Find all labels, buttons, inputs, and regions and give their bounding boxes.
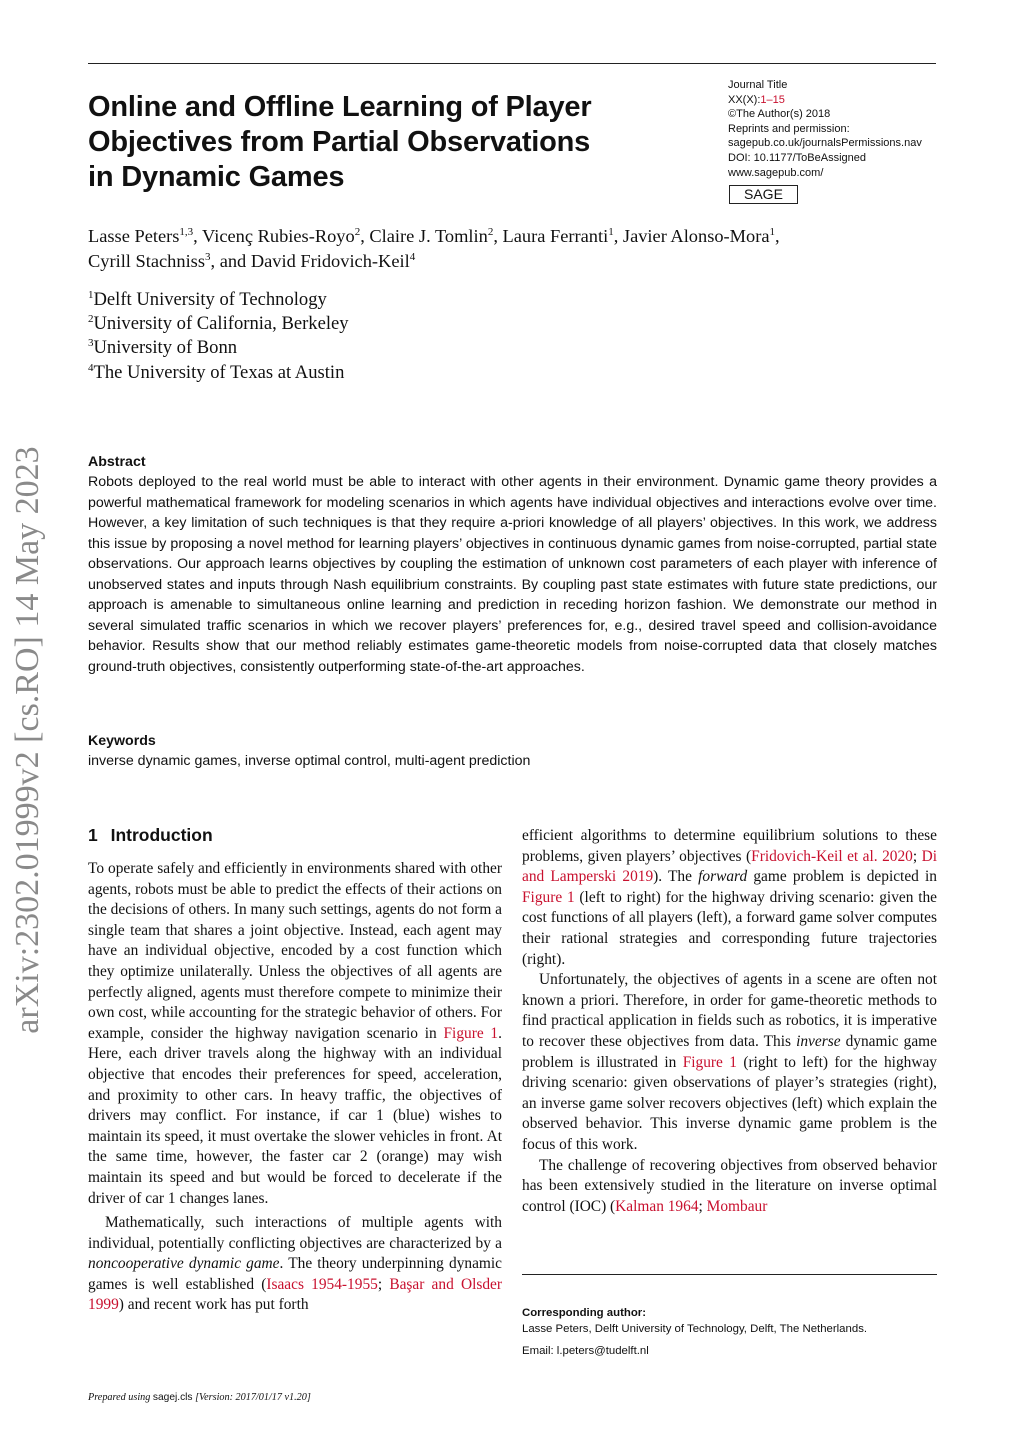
body-text: To operate safely and efficiently in environments shared with other agents, robots must be able to predict the effects of their actions on the decisions of others. In many such settings, agents do not form a single team that shares a joint objective. Instead, each agent may have an individual objective, encoded by a cost function which they optimize unilaterally. Unless the objectives of all agents are perfectly aligned, agents must therefore compete to minimize their own cost, while accounting for the strategic behavior of others. For example, consider the highway navigation scenario in [88,860,502,1042]
top-rule [88,63,936,64]
author-name: Laura Ferranti [502,226,609,246]
page-footer [88,1392,311,1403]
title-line-1: Online and Offline Learning of Player [88,91,592,123]
author-name: Claire J. Tomlin [369,226,488,246]
author-name: Vicenç Rubies-Royo [202,226,355,246]
journal-volume: XX(X):1–15 [728,93,785,106]
affiliation-number: 2 [88,313,94,326]
author-separator: , [613,226,623,246]
citation-link[interactable]: Mombaur [706,1197,768,1215]
author-name: Javier Alonso-Mora [622,226,770,246]
sage-logo: SAGE [729,185,798,204]
section-title: Introduction [110,825,213,845]
body-text: ; [377,1275,390,1293]
keywords-block [88,731,937,771]
section-number: 1 [88,825,98,845]
citation-link[interactable]: Başar and Olsder 1999 [88,1275,502,1314]
body-text: (right to left) for the highway driving scenario: given observations of player’s strategies (right), an inverse game solver recovers objectives (left) which explain the observed behavior. This inverse dynamic game problem is the focus of this work. [522,1053,937,1153]
body-text: game problem is depicted in [747,868,937,886]
body-text: dynamic game problem is illustrated in [522,1032,937,1071]
body-text: ; [912,847,922,865]
citation-link[interactable]: Fridovich-Keil et al. 2020 [751,847,913,865]
intro-paragraph-4 [522,970,937,1155]
corresponding-author-block [522,1304,942,1360]
affiliation-item [88,288,349,312]
affiliation-number: 1 [88,288,94,301]
author-name: Cyrill Stachniss [88,251,205,271]
author-list [88,224,948,274]
journal-reprints: Reprints and permission: [728,122,850,135]
body-text: ). The [653,868,699,886]
keywords-heading: Keywords [88,733,156,749]
abstract-heading: Abstract [88,454,146,470]
intro-paragraph-5 [522,1156,937,1218]
affiliation-name: University of Bonn [93,337,238,359]
corresponding-address: Lasse Peters, Delft University of Technology, Delft, The Netherlands. [522,1322,868,1335]
author-affiliation-sup: 1 [608,225,614,238]
author-separator: , [360,226,370,246]
journal-reprints-url[interactable]: sagepub.co.uk/journalsPermissions.nav [728,137,922,150]
citation-link[interactable]: Isaacs 1954-1955 [266,1275,378,1293]
body-text: efficient algorithms to determine equilibrium solutions to these problems, given players’ objectives ( [522,827,937,865]
citation-link[interactable]: Di and Lamperski 2019 [522,847,938,886]
title-line-3: in Dynamic Games [88,161,345,193]
author-separator: , [193,226,203,246]
keywords-text: inverse dynamic games, inverse optimal control, multi-agent prediction [88,753,531,769]
author-name: David Fridovich-Keil [250,251,410,271]
footer-prepared: Prepared using [88,1392,151,1403]
body-text: ) and recent work has put forth [118,1296,309,1314]
arxiv-stamp-text: arXiv:2302.01999v2 [cs.RO] 14 May 2023 [9,446,46,1034]
journal-website[interactable]: www.sagepub.com/ [728,166,824,179]
author-affiliation-sup: 3 [205,250,211,263]
corresponding-rule [522,1274,937,1275]
emphasis-text: forward [698,868,748,886]
intro-paragraph-3 [522,826,937,970]
author-affiliation-sup: 2 [354,225,361,238]
author-affiliation-sup: 4 [409,250,416,263]
affiliation-list [88,288,349,385]
title-line-2: Objectives from Partial Observations [88,126,591,158]
body-text: The challenge of recovering objectives from observed behavior has been extensively studied in the literature on inverse optimal control (IOC) ( [522,1156,937,1215]
affiliation-number: 3 [88,337,94,350]
intro-paragraph-1 [88,859,502,1209]
abstract-block [88,452,937,677]
corresponding-email[interactable]: Email: l.peters@tudelft.nl [522,1344,649,1357]
body-text: Mathematically, such interactions of multiple agents with individual, potentially conflicting objectives are characterized by a [88,1214,502,1252]
citation-link[interactable]: Figure 1 [443,1024,499,1042]
affiliation-number: 4 [88,361,94,374]
author-separator: , [775,226,780,246]
corresponding-label: Corresponding author: [522,1307,647,1319]
intro-paragraph-2 [88,1213,502,1316]
journal-copyright: ©The Author(s) 2018 [728,108,831,121]
author-separator: , [493,226,503,246]
body-text: (left to right) for the highway driving scenario: given the cost functions of all players (left), a forward game solver computes their rational strategies and corresponding future trajectories (right). [522,888,937,968]
left-column [88,823,502,1316]
author-affiliation-sup: 1 [769,225,776,238]
citation-link[interactable]: Figure 1 [682,1053,737,1071]
author-affiliation-sup: 1,3 [179,225,194,238]
footer-version: [Version: 2017/01/17 v1.20] [195,1392,311,1403]
author-affiliation-sup: 2 [487,225,494,238]
journal-info [728,78,948,204]
affiliation-name: The University of Texas at Austin [93,361,345,383]
affiliation-name: Delft University of Technology [93,289,327,310]
journal-title: Journal Title [728,79,788,91]
author-name: Lasse Peters [88,226,180,246]
emphasis-text: inverse [796,1032,841,1050]
body-text: . Here, each driver travels along the highway with an individual objective that encodes their preferences for speed, acceleration, and proximity to other cars. In heavy traffic, the objectives of drivers may conflict. For instance, if car 1 (blue) wishes to maintain its speed, it must overtake the slower vehicles in front. At the same time, however, the faster car 2 (orange) may wish maintain its speed and but would be forced to decelerate if the driver of car 1 changes lanes. [88,1024,502,1207]
affiliation-item [88,361,349,385]
paper-title [88,90,648,195]
section-heading [88,823,502,847]
citation-link[interactable]: Kalman 1964 [615,1197,699,1215]
right-column [522,826,937,1217]
affiliation-item [88,312,349,336]
journal-doi[interactable]: DOI: 10.1177/ToBeAssigned [728,151,866,164]
affiliation-name: University of California, Berkeley [93,313,349,335]
body-text: . The theory underpinning dynamic games is well established ( [88,1255,502,1293]
author-separator: , and [210,251,251,271]
body-text: ; [698,1197,707,1215]
emphasis-text: noncooperative dynamic game [88,1255,280,1273]
journal-pages-link[interactable]: 1–15 [760,93,785,106]
affiliation-item [88,336,349,360]
abstract-text: Robots deployed to the real world must be able to interact with other agents in their environment. Dynamic game theory provides a powerful mathematical framework for modeling scenarios in which agents have individual objectives and interactions evolve over time. However, a key limitation of such techniques is that they require a-priori knowledge of all players’ objectives. In this work, we address this issue by proposing a novel method for learning players’ objectives in continuous dynamic games from noise-corrupted, partial state observations. Our approach learns objectives by coupling the estimation of unknown cost parameters of each player with inference of unobserved states and inputs through Nash equilibrium constraints. By coupling past state estimates with future state predictions, our approach is amenable to simultaneous online learning and prediction in receding horizon fashion. We demonstrate our method in several simulated traffic scenarios in which we recover players’ preferences for, e.g., desired travel speed and collision-avoidance behavior. Results show that our method reliably estimates game-theoretic models from noise-corrupted data that closely matches ground-truth objectives, consistently outperforming state-of-the-art approaches. [88,474,937,675]
body-text: Unfortunately, the objectives of agents in a scene are often not known a priori. Therefore, in order for game-theoretic methods to find practical application in fields such as robotics, it is imperative to recover these objectives from data. This [522,971,937,1050]
footer-cls: sagej.cls [152,1392,193,1403]
citation-link[interactable]: Figure 1 [522,888,575,906]
